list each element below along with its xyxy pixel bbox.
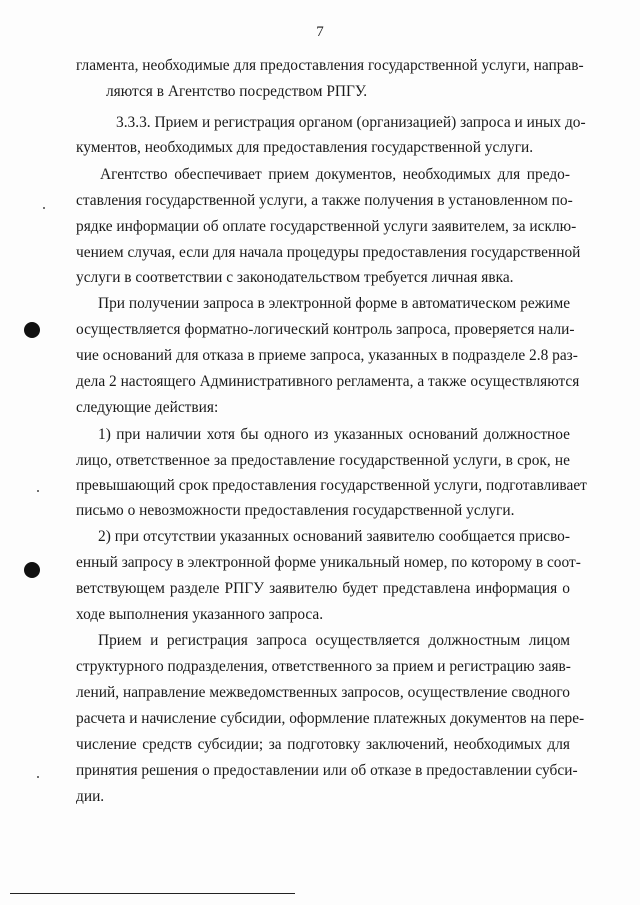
text-line: чением случая, если для начала процедуры предоставления государственной (76, 244, 581, 261)
list-item-line: лицо, ответственное за предоставление государственной услуги, в срок, не (76, 452, 570, 469)
text-line: расчета и начисление субсидии, оформление платежных документов на пере- (76, 710, 585, 727)
list-item-line: превышающий срок предоставления государственной услуги, подготавливает (76, 477, 587, 494)
footnote-rule (10, 893, 295, 894)
scan-speck (43, 207, 45, 209)
text-line: Прием и регистрация запроса осуществляется должностным лицом (98, 632, 570, 649)
text-line: структурного подразделения, ответственного за прием и регистрацию заяв- (76, 658, 571, 675)
page-number: 7 (316, 24, 324, 40)
text-line: числение средств субсидии; за подготовку заключений, необходимых для (76, 736, 570, 753)
text-line: Агентство обеспечивает прием документов, необходимых для предо- (100, 166, 570, 183)
scan-speck (37, 490, 39, 492)
text-line: осуществляется форматно-логический контроль запроса, проверяется нали- (76, 321, 575, 338)
text-line: следующие действия: (76, 399, 219, 416)
list-item-line: 2) при отсутствии указанных оснований заявителю сообщается присво- (98, 528, 570, 545)
text-line: При получении запроса в электронной форме в автоматическом режиме (98, 295, 571, 312)
list-item-line: енный запросу в электронной форме уникальный номер, по которому в соот- (76, 554, 581, 571)
list-item-line: ветствующем разделе РПГУ заявителю будет представлена информация о (76, 580, 570, 597)
scan-speck (37, 776, 39, 778)
text-line: услуги в соответствии с законодательством требуется личная явка. (76, 269, 514, 286)
text-line: лений, направление межведомственных запросов, осуществление сводного (76, 684, 570, 701)
list-item-line: письмо о невозможности предоставления государственной услуги. (76, 502, 515, 519)
text-line: ляются в Агентство посредством РПГУ. (106, 83, 368, 100)
text-line: чие оснований для отказа в приеме запроса, указанных в подразделе 2.8 раз- (76, 347, 578, 364)
text-line: дии. (76, 788, 105, 805)
punch-hole (24, 322, 40, 338)
text-line: гламента, необходимые для предоставления государственной услуги, направ- (76, 57, 584, 74)
list-item-line: ходе выполнения указанного запроса. (76, 606, 324, 623)
punch-hole (24, 562, 40, 578)
text-line: дела 2 настоящего Административного регламента, а также осуществляются (76, 373, 580, 390)
section-heading-line: 3.3.3. Прием и регистрация органом (организацией) запроса и иных до- (116, 114, 586, 131)
list-item-line: 1) при наличии хотя бы одного из указанных оснований должностное (98, 426, 570, 443)
text-line: рядке информации об оплате государственной услуги заявителем, за исклю- (76, 218, 577, 235)
text-line: принятия решения о предоставлении или об отказе в предоставлении субси- (76, 762, 578, 779)
section-heading-line: кументов, необходимых для предоставления государственной услуги. (76, 139, 534, 156)
text-line: ставления государственной услуги, а также получения в установленном по- (76, 192, 573, 209)
